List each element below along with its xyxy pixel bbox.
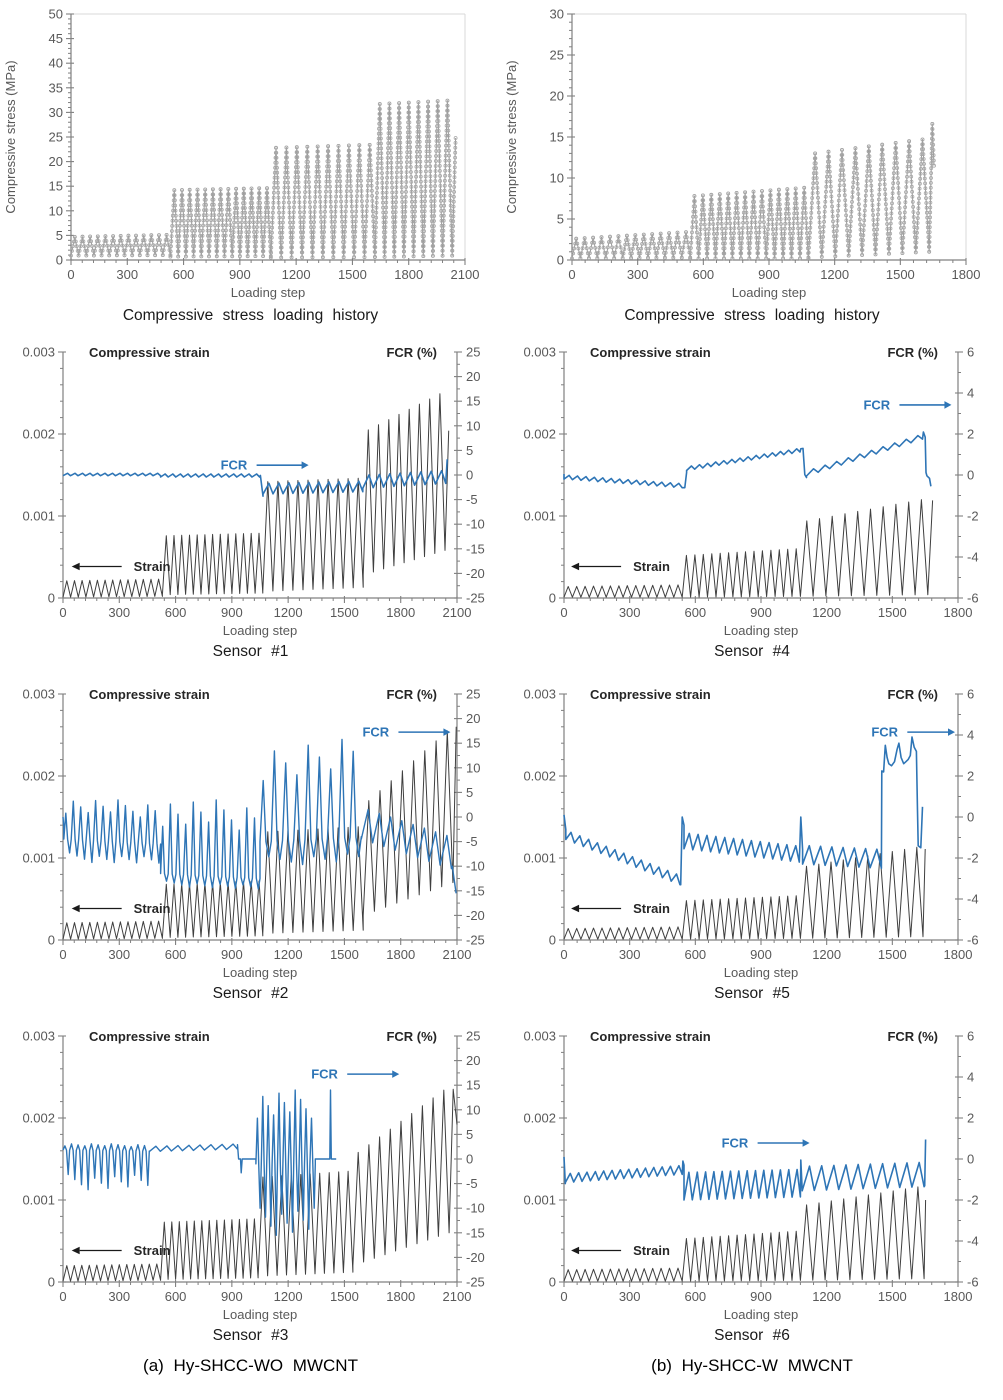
y-right-tick-label: 20 bbox=[465, 711, 480, 727]
x-axis-title: Loading step bbox=[731, 285, 807, 300]
x-tick-label: 900 bbox=[750, 1289, 772, 1304]
fcr-arrow-icon bbox=[392, 1070, 399, 1078]
x-tick-label: 600 bbox=[684, 1289, 707, 1304]
x-tick-label: 300 bbox=[618, 947, 641, 962]
sensor-6-chart bbox=[502, 1020, 1002, 1326]
panel-stress-history-a bbox=[0, 0, 501, 336]
y-left-tick-label: 0.001 bbox=[21, 1192, 55, 1208]
x-tick-label: 1800 bbox=[943, 1289, 973, 1304]
y-right-tick-label: -25 bbox=[465, 1274, 485, 1290]
y-left-tick-label: 0.003 bbox=[523, 1028, 556, 1044]
chart-caption-sensor-4: Sensor #4 bbox=[714, 643, 790, 660]
y-right-tick-label: 4 bbox=[967, 1069, 975, 1085]
x-tick-label: 1500 bbox=[337, 267, 367, 282]
x-axis-title: Loading step bbox=[723, 623, 799, 638]
strain-arrow-icon bbox=[571, 563, 579, 571]
series-strain bbox=[564, 500, 933, 598]
y-right-tick-label: -15 bbox=[465, 1225, 485, 1241]
x-tick-label: 0 bbox=[66, 267, 75, 282]
y-right-tick-label: -25 bbox=[465, 932, 485, 948]
y-left-tick-label: 0.002 bbox=[523, 768, 556, 784]
y-right-tick-label: 5 bbox=[465, 1126, 473, 1142]
fcr-label bbox=[722, 1136, 810, 1151]
panel-sensor-3 bbox=[0, 1020, 501, 1400]
y-right-tick-label: 25 bbox=[465, 1028, 480, 1044]
y-right-tick-label: -5 bbox=[465, 492, 478, 508]
series-compressive-stress-markers bbox=[571, 122, 936, 260]
x-tick-label: 900 bbox=[750, 605, 772, 620]
y-left-tick-label: 0 bbox=[548, 590, 556, 606]
x-tick-label: 300 bbox=[107, 947, 130, 962]
fcr-label bbox=[311, 1067, 399, 1082]
strain-axis-title: Compressive strain bbox=[590, 345, 711, 360]
figure-b-caption: (b) Hy-SHCC-W MWCNT bbox=[651, 1355, 853, 1375]
x-tick-label: 1800 bbox=[393, 267, 423, 282]
x-tick-label: 1500 bbox=[877, 1289, 907, 1304]
y-left-tick-label: 0 bbox=[548, 1274, 556, 1290]
y-right-tick-label: 2 bbox=[967, 426, 975, 442]
y-left-tick-label: 0.003 bbox=[21, 686, 55, 702]
y-right-tick-label: 4 bbox=[967, 727, 975, 743]
y-right-tick-label: -4 bbox=[967, 1233, 979, 1249]
y-right-tick-label: 0 bbox=[465, 1151, 473, 1167]
y-left-tick-label: 0.002 bbox=[523, 426, 556, 442]
y-left-tick-label: 20 bbox=[549, 88, 564, 104]
y-right-tick-label: 10 bbox=[465, 418, 480, 434]
x-tick-label: 600 bbox=[692, 267, 715, 282]
y-right-tick-label: -2 bbox=[967, 508, 979, 524]
y-left-tick-label: 0.002 bbox=[523, 1110, 556, 1126]
strain-axis-title: Compressive strain bbox=[590, 1029, 711, 1044]
y-right-tick-label: 15 bbox=[465, 735, 480, 751]
y-right-tick-label: 6 bbox=[967, 686, 975, 702]
y-left-tick-label: 25 bbox=[48, 129, 63, 145]
y-right-tick-label: -10 bbox=[465, 1200, 485, 1216]
svg-text:FCR: FCR bbox=[871, 724, 899, 740]
panel-sensor-5 bbox=[501, 678, 1003, 1020]
x-tick-label: 1200 bbox=[812, 605, 842, 620]
panel-sensor-6 bbox=[501, 1020, 1003, 1400]
x-tick-label: 600 bbox=[164, 1289, 186, 1304]
x-axis-title: Loading step bbox=[230, 285, 305, 300]
x-axis-title: Loading step bbox=[222, 1307, 297, 1322]
x-tick-label: 1200 bbox=[273, 1289, 303, 1304]
y-right-tick-label: -10 bbox=[465, 516, 485, 532]
svg-text:FCR: FCR bbox=[863, 397, 891, 413]
y-left-tick-label: 0.001 bbox=[523, 508, 556, 524]
series-fcr bbox=[63, 459, 447, 496]
fcr-axis-title: FCR (%) bbox=[385, 1029, 437, 1044]
y-right-tick-label: -6 bbox=[967, 932, 979, 948]
y-right-tick-label: -15 bbox=[465, 883, 485, 899]
panel-sensor-4 bbox=[501, 336, 1003, 678]
x-axis-title: Loading step bbox=[723, 965, 799, 980]
strain-axis-title: Compressive strain bbox=[590, 687, 711, 702]
y-right-tick-label: -4 bbox=[967, 549, 979, 565]
x-tick-label: 1800 bbox=[943, 605, 973, 620]
x-tick-label: 1500 bbox=[877, 605, 907, 620]
y-left-tick-label: 0 bbox=[55, 252, 63, 268]
strain-arrow-icon bbox=[71, 905, 79, 913]
y-left-tick-label: 5 bbox=[556, 211, 564, 227]
y-right-tick-label: -2 bbox=[967, 1192, 979, 1208]
fcr-arrow-icon bbox=[948, 728, 955, 736]
y-right-tick-label: -20 bbox=[465, 1249, 485, 1265]
x-tick-label: 2100 bbox=[442, 1289, 471, 1304]
strain-arrow-icon bbox=[71, 563, 79, 571]
sensor-5-chart bbox=[502, 678, 1002, 984]
chart-caption-sensor-2: Sensor #2 bbox=[212, 985, 289, 1002]
x-tick-label: 900 bbox=[758, 267, 780, 282]
x-tick-label: 0 bbox=[58, 1289, 67, 1304]
x-tick-label: 1500 bbox=[329, 605, 359, 620]
fcr-axis-title: FCR (%) bbox=[887, 345, 938, 360]
y-right-tick-label: -10 bbox=[465, 858, 485, 874]
y-right-tick-label: -6 bbox=[967, 1274, 979, 1290]
fcr-label bbox=[362, 725, 450, 740]
y-left-tick-label: 0.002 bbox=[21, 1110, 55, 1126]
y-right-tick-label: 0 bbox=[967, 1151, 975, 1167]
y-left-tick-label: 5 bbox=[55, 227, 63, 243]
svg-text:Strain: Strain bbox=[633, 1243, 670, 1259]
panel-stress-history-b bbox=[501, 0, 1003, 336]
y-left-tick-label: 0.003 bbox=[21, 1028, 55, 1044]
stress-history-a-chart bbox=[1, 0, 501, 306]
x-tick-label: 900 bbox=[220, 1289, 243, 1304]
y-left-tick-label: 0.001 bbox=[21, 850, 55, 866]
strain-arrow-icon bbox=[571, 1247, 579, 1255]
fcr-arrow-icon bbox=[803, 1139, 810, 1147]
x-tick-label: 2100 bbox=[442, 605, 471, 620]
y-left-tick-label: 20 bbox=[48, 154, 63, 170]
y-left-tick-label: 30 bbox=[549, 6, 564, 22]
x-tick-label: 300 bbox=[618, 1289, 641, 1304]
x-tick-label: 2100 bbox=[442, 947, 471, 962]
series-fcr bbox=[63, 739, 456, 893]
svg-text:Strain: Strain bbox=[633, 901, 670, 917]
strain-label bbox=[571, 901, 670, 916]
y-left-tick-label: 45 bbox=[48, 31, 63, 47]
fcr-arrow-icon bbox=[301, 461, 308, 469]
series-strain bbox=[564, 1187, 926, 1281]
x-tick-label: 1800 bbox=[385, 1289, 415, 1304]
sensor-1-chart bbox=[1, 336, 501, 642]
y-left-tick-label: 0.003 bbox=[523, 686, 556, 702]
y-right-tick-label: 10 bbox=[465, 1102, 480, 1118]
x-tick-label: 300 bbox=[618, 605, 641, 620]
stress-history-b-chart bbox=[502, 0, 1002, 306]
series-fcr bbox=[564, 737, 923, 885]
y-right-tick-label: 4 bbox=[967, 385, 975, 401]
y-right-tick-label: 6 bbox=[967, 1028, 975, 1044]
y-right-tick-label: -20 bbox=[465, 907, 485, 923]
fcr-axis-title: FCR (%) bbox=[385, 687, 437, 702]
y-left-tick-label: 15 bbox=[48, 178, 63, 194]
x-tick-label: 0 bbox=[568, 267, 576, 282]
panel-sensor-2 bbox=[0, 678, 501, 1020]
chart-caption-sensor-6: Sensor #6 bbox=[714, 1327, 790, 1344]
svg-text:Strain: Strain bbox=[633, 559, 670, 575]
strain-arrow-icon bbox=[571, 905, 579, 913]
chart-caption-stress-a: Compressive stress loading history bbox=[122, 307, 379, 324]
x-tick-label: 1800 bbox=[943, 947, 973, 962]
y-left-tick-label: 35 bbox=[48, 80, 63, 96]
x-tick-label: 600 bbox=[164, 947, 186, 962]
series-strain bbox=[63, 724, 456, 939]
y-right-tick-label: 5 bbox=[465, 784, 473, 800]
strain-label bbox=[571, 559, 670, 574]
y-right-tick-label: -5 bbox=[465, 1176, 478, 1192]
fcr-arrow-icon bbox=[944, 401, 951, 409]
y-left-tick-label: 0.002 bbox=[21, 426, 55, 442]
chart-caption-stress-b: Compressive stress loading history bbox=[624, 307, 880, 324]
x-axis-title: Loading step bbox=[222, 623, 297, 638]
y-left-tick-label: 10 bbox=[48, 203, 63, 219]
x-tick-label: 1200 bbox=[812, 1289, 842, 1304]
y-right-tick-label: 15 bbox=[465, 1077, 480, 1093]
svg-text:FCR: FCR bbox=[220, 457, 247, 473]
x-tick-label: 2100 bbox=[450, 267, 479, 282]
fcr-label bbox=[871, 725, 955, 740]
x-tick-label: 1500 bbox=[329, 1289, 359, 1304]
y-right-tick-label: 5 bbox=[465, 442, 473, 458]
y-left-tick-label: 0 bbox=[548, 932, 556, 948]
x-tick-label: 300 bbox=[107, 1289, 130, 1304]
fcr-axis-title: FCR (%) bbox=[385, 345, 437, 360]
y-left-tick-label: 0 bbox=[47, 932, 55, 948]
y-right-tick-label: 0 bbox=[967, 467, 975, 483]
y-right-tick-label: -15 bbox=[465, 541, 485, 557]
y-left-tick-label: 0 bbox=[47, 590, 55, 606]
x-tick-label: 300 bbox=[626, 267, 649, 282]
x-tick-label: 1200 bbox=[812, 947, 842, 962]
y-left-tick-label: 30 bbox=[48, 104, 63, 120]
y-left-tick-label: 50 bbox=[48, 6, 63, 22]
y-left-tick-label: 0.003 bbox=[21, 344, 55, 360]
fcr-label bbox=[220, 458, 308, 473]
y-right-tick-label: -6 bbox=[967, 590, 979, 606]
x-tick-label: 600 bbox=[684, 947, 707, 962]
strain-label bbox=[71, 1243, 170, 1258]
strain-axis-title: Compressive strain bbox=[88, 687, 210, 702]
chart-caption-sensor-5: Sensor #5 bbox=[714, 985, 790, 1002]
strain-label bbox=[571, 1243, 670, 1258]
chart-caption-sensor-1: Sensor #1 bbox=[212, 643, 289, 660]
y-right-tick-label: -25 bbox=[465, 590, 485, 606]
y-right-tick-label: -2 bbox=[967, 850, 979, 866]
y-right-tick-label: 0 bbox=[967, 809, 975, 825]
svg-text:FCR: FCR bbox=[721, 1135, 749, 1151]
x-tick-label: 900 bbox=[750, 947, 772, 962]
y-left-tick-label: 40 bbox=[48, 55, 63, 71]
y-right-tick-label: 20 bbox=[465, 369, 480, 385]
x-tick-label: 1500 bbox=[329, 947, 359, 962]
y-right-tick-label: 0 bbox=[465, 809, 473, 825]
y-right-tick-label: 15 bbox=[465, 393, 480, 409]
x-tick-label: 600 bbox=[172, 267, 194, 282]
y-axis-title: Compressive stress (MPa) bbox=[504, 60, 519, 214]
x-tick-label: 1200 bbox=[820, 267, 850, 282]
y-right-tick-label: 25 bbox=[465, 686, 480, 702]
x-tick-label: 900 bbox=[220, 605, 243, 620]
y-right-tick-label: 2 bbox=[967, 1110, 975, 1126]
y-left-tick-label: 0.001 bbox=[21, 508, 55, 524]
y-left-tick-label: 0.001 bbox=[523, 850, 556, 866]
x-tick-label: 1800 bbox=[951, 267, 981, 282]
strain-label bbox=[71, 559, 170, 574]
x-tick-label: 1500 bbox=[877, 947, 907, 962]
x-tick-label: 900 bbox=[220, 947, 243, 962]
x-tick-label: 1800 bbox=[385, 605, 415, 620]
svg-text:Strain: Strain bbox=[133, 901, 171, 917]
y-right-tick-label: -5 bbox=[465, 834, 478, 850]
y-left-tick-label: 0.001 bbox=[523, 1192, 556, 1208]
strain-arrow-icon bbox=[71, 1247, 79, 1255]
x-axis-title: Loading step bbox=[222, 965, 297, 980]
series-fcr bbox=[63, 1090, 336, 1235]
y-left-tick-label: 0.002 bbox=[21, 768, 55, 784]
y-right-tick-label: -4 bbox=[967, 891, 979, 907]
chart-caption-sensor-3: Sensor #3 bbox=[212, 1327, 289, 1344]
strain-axis-title: Compressive strain bbox=[88, 345, 210, 360]
y-left-tick-label: 0 bbox=[47, 1274, 55, 1290]
y-right-tick-label: 2 bbox=[967, 768, 975, 784]
svg-text:Strain: Strain bbox=[133, 1243, 171, 1259]
x-tick-label: 600 bbox=[164, 605, 186, 620]
x-tick-label: 0 bbox=[58, 947, 67, 962]
y-right-tick-label: -20 bbox=[465, 565, 485, 581]
x-tick-label: 0 bbox=[560, 605, 568, 620]
y-axis-title: Compressive stress (MPa) bbox=[2, 60, 18, 214]
y-left-tick-label: 10 bbox=[549, 170, 564, 186]
figure-a-caption: (a) Hy-SHCC-WO MWCNT bbox=[143, 1355, 358, 1375]
x-tick-label: 300 bbox=[107, 605, 130, 620]
strain-label bbox=[71, 901, 170, 916]
fcr-axis-title: FCR (%) bbox=[887, 1029, 938, 1044]
x-axis-title: Loading step bbox=[723, 1307, 799, 1322]
fcr-label bbox=[863, 397, 951, 412]
x-tick-label: 1200 bbox=[273, 947, 303, 962]
x-tick-label: 1200 bbox=[281, 267, 311, 282]
fcr-axis-title: FCR (%) bbox=[887, 687, 938, 702]
series-fcr bbox=[564, 432, 931, 488]
sensor-4-chart bbox=[502, 336, 1002, 642]
strain-axis-title: Compressive strain bbox=[88, 1029, 210, 1044]
y-left-tick-label: 0 bbox=[556, 252, 564, 268]
svg-text:FCR: FCR bbox=[310, 1066, 338, 1082]
x-tick-label: 0 bbox=[560, 1289, 568, 1304]
svg-text:Strain: Strain bbox=[133, 559, 171, 575]
y-left-tick-label: 0.003 bbox=[523, 344, 556, 360]
y-right-tick-label: 10 bbox=[465, 760, 480, 776]
y-right-tick-label: 25 bbox=[465, 344, 480, 360]
x-tick-label: 300 bbox=[115, 267, 138, 282]
x-tick-label: 600 bbox=[684, 605, 707, 620]
y-left-tick-label: 15 bbox=[549, 129, 564, 145]
svg-text:FCR: FCR bbox=[361, 724, 389, 740]
panel-sensor-1 bbox=[0, 336, 501, 678]
sensor-3-chart bbox=[1, 1020, 501, 1326]
sensor-2-chart bbox=[1, 678, 501, 984]
x-tick-label: 1800 bbox=[385, 947, 415, 962]
y-right-tick-label: 0 bbox=[465, 467, 473, 483]
x-tick-label: 0 bbox=[58, 605, 67, 620]
y-right-tick-label: 6 bbox=[967, 344, 975, 360]
x-tick-label: 1200 bbox=[273, 605, 303, 620]
y-right-tick-label: 20 bbox=[465, 1053, 480, 1069]
x-tick-label: 1500 bbox=[885, 267, 915, 282]
x-tick-label: 0 bbox=[560, 947, 568, 962]
y-left-tick-label: 25 bbox=[549, 47, 564, 63]
x-tick-label: 900 bbox=[228, 267, 251, 282]
